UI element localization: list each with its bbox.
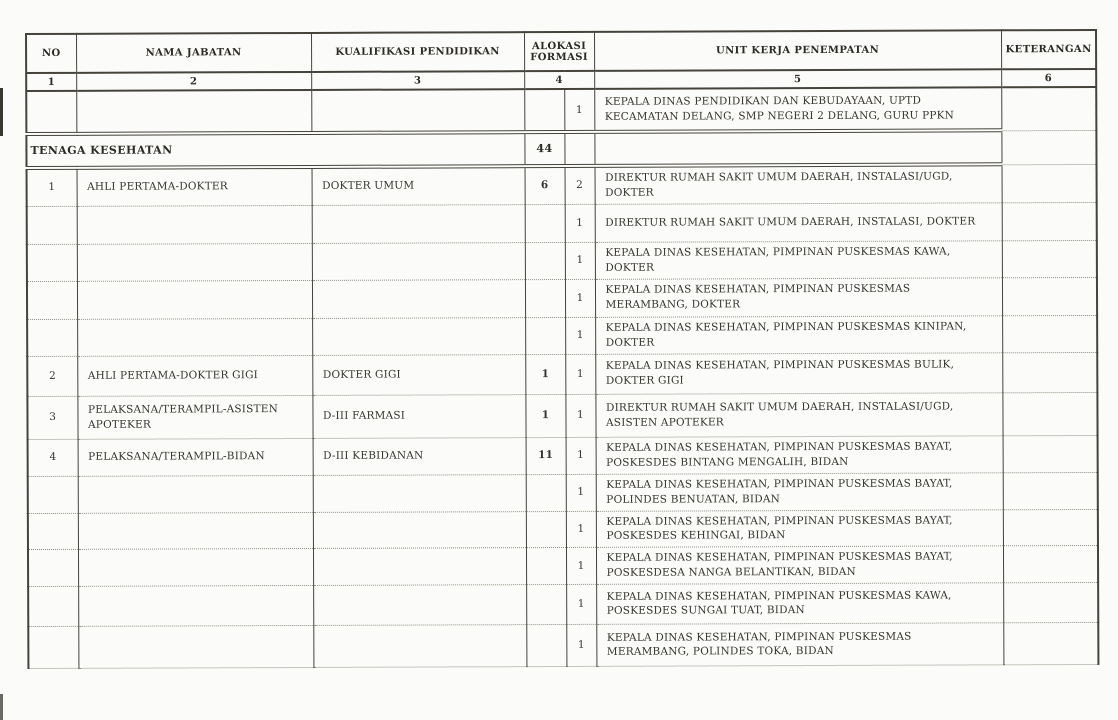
nama-jabatan-cell xyxy=(77,318,312,356)
kualifikasi-cell: DOKTER UMUM xyxy=(312,166,525,205)
section-total: 44 xyxy=(524,132,564,166)
nama-jabatan-cell xyxy=(78,585,313,626)
formation-count-cell: 1 xyxy=(566,624,596,666)
kualifikasi-cell xyxy=(313,548,526,586)
formation-total-cell: 11 xyxy=(526,437,566,474)
nama-jabatan-cell xyxy=(77,205,312,244)
formation-total-cell xyxy=(526,584,566,624)
row-number-cell xyxy=(28,549,78,586)
table-row xyxy=(28,509,1098,549)
formation-total-cell xyxy=(526,474,566,511)
kualifikasi-cell xyxy=(312,242,525,280)
row-number-cell xyxy=(26,91,76,134)
row-number-cell: 1 xyxy=(27,168,77,206)
formation-count xyxy=(564,132,594,166)
keterangan-cell xyxy=(1001,130,1096,164)
kualifikasi-cell: D-III KEBIDANAN xyxy=(313,437,526,475)
formation-total-cell xyxy=(526,624,566,666)
unit-kerja-cell: DIREKTUR RUMAH SAKIT UMUM DAERAH, INSTALASI/UGD, ASISTEN APOTEKER xyxy=(595,392,1002,437)
unit-kerja-cell: KEPALA DINAS KESEHATAN, PIMPINAN PUSKESMAS BULIK, DOKTER GIGI xyxy=(595,352,1002,394)
unit-kerja-cell: KEPALA DINAS KESEHATAN, PIMPINAN PUSKESMAS KAWA, POSKESDES SUNGAI TUAT, BIDAN xyxy=(596,583,1003,625)
header-alokasi-formasi: ALOKASI FORMASI xyxy=(524,32,594,71)
header-row xyxy=(26,30,1096,73)
header-kualifikasi-pendidikan: KUALIFIKASI PENDIDIKAN xyxy=(311,32,524,72)
keterangan-cell xyxy=(1002,240,1097,277)
table-row xyxy=(28,582,1098,626)
unit-kerja-cell: KEPALA DINAS KESEHATAN, PIMPINAN PUSKESMAS KAWA, DOKTER xyxy=(595,240,1002,279)
table-row xyxy=(27,392,1097,439)
document-page xyxy=(25,29,1097,669)
row-number-cell: 2 xyxy=(27,356,77,396)
row-number-cell: 3 xyxy=(27,396,77,439)
kualifikasi-cell: D-III FARMASI xyxy=(312,394,525,438)
unit-kerja-cell: KEPALA DINAS KESEHATAN, PIMPINAN PUSKESMAS MERAMBANG, DOKTER xyxy=(595,277,1002,317)
formation-total-cell: 6 xyxy=(525,166,565,204)
kualifikasi-cell xyxy=(312,279,525,318)
keterangan-cell xyxy=(1001,87,1096,130)
row-number-cell xyxy=(28,586,78,626)
formation-count-cell: 1 xyxy=(565,204,595,242)
unit-kerja-cell: KEPALA DINAS KESEHATAN, PIMPINAN PUSKESMAS BAYAT, POSKESDES KEHINGAI, BIDAN xyxy=(596,509,1003,547)
keterangan-cell xyxy=(1002,164,1097,202)
column-number: 1 xyxy=(26,73,76,91)
nama-jabatan-cell: AHLI PERTAMA-DOKTER GIGI xyxy=(77,355,312,396)
section-row xyxy=(26,130,1096,168)
header-nama-jabatan: NAMA JABATAN xyxy=(76,33,311,73)
formation-count-cell: 1 xyxy=(564,89,594,132)
formation-total-cell xyxy=(524,89,564,132)
keterangan-cell xyxy=(1002,392,1097,435)
column-number: 6 xyxy=(1001,69,1096,87)
formation-count-cell: 1 xyxy=(566,584,596,624)
formation-total-cell xyxy=(525,204,565,242)
unit-kerja-cell: KEPALA DINAS KESEHATAN, PIMPINAN PUSKESMAS MERAMBANG, POLINDES TOKA, BIDAN xyxy=(596,623,1003,667)
nama-jabatan-cell xyxy=(77,280,312,319)
header-no: NO xyxy=(26,34,76,73)
formation-total-cell xyxy=(525,317,565,354)
formation-table xyxy=(25,29,1099,669)
nama-jabatan-cell: PELAKSANA/TERAMPIL-BIDAN xyxy=(78,438,313,476)
keterangan-cell xyxy=(1003,622,1098,664)
nama-jabatan-cell xyxy=(78,475,313,513)
nama-jabatan-cell xyxy=(77,243,312,281)
nama-jabatan-cell xyxy=(78,548,313,586)
keterangan-cell xyxy=(1002,352,1097,392)
formation-total-cell xyxy=(525,242,565,279)
keterangan-cell xyxy=(1003,509,1098,546)
row-number-cell xyxy=(27,206,77,244)
table-row xyxy=(28,545,1098,586)
formation-count-cell: 2 xyxy=(565,166,595,204)
formation-count-cell: 1 xyxy=(566,437,596,474)
kualifikasi-cell xyxy=(312,204,525,243)
table-row xyxy=(27,240,1097,281)
table-row xyxy=(27,315,1097,356)
unit-kerja-cell: DIREKTUR RUMAH SAKIT UMUM DAERAH, INSTALASI, DOKTER xyxy=(595,202,1002,242)
column-number: 5 xyxy=(594,69,1001,89)
formation-count-cell: 1 xyxy=(566,547,596,584)
keterangan-cell xyxy=(1003,472,1098,509)
scan-artifact xyxy=(0,694,3,720)
nama-jabatan-cell xyxy=(78,512,313,549)
unit-kerja-cell: DIREKTUR RUMAH SAKIT UMUM DAERAH, INSTALASI/UGD, DOKTER xyxy=(595,164,1002,204)
row-number-cell: 4 xyxy=(28,439,78,476)
row-number-cell xyxy=(27,244,77,281)
keterangan-cell xyxy=(1003,545,1098,582)
unit-kerja-cell xyxy=(594,130,1001,166)
nama-jabatan-cell: PELAKSANA/TERAMPIL-ASISTEN APOTEKER xyxy=(77,395,312,439)
nama-jabatan-cell: AHLI PERTAMA-DOKTER xyxy=(77,167,312,206)
row-number-cell xyxy=(28,626,78,668)
formation-count-cell: 1 xyxy=(566,511,596,547)
kualifikasi-cell xyxy=(311,89,524,133)
kualifikasi-cell xyxy=(313,625,526,668)
row-number-cell xyxy=(27,319,77,356)
formation-count-cell: 1 xyxy=(565,242,595,279)
scan-artifact xyxy=(0,88,3,136)
column-number: 4 xyxy=(524,71,594,89)
keterangan-cell xyxy=(1003,582,1098,622)
nama-jabatan-cell xyxy=(76,90,311,134)
header-unit-kerja-penempatan: UNIT KERJA PENEMPATAN xyxy=(594,30,1001,71)
formation-count-cell: 1 xyxy=(565,394,595,437)
keterangan-cell xyxy=(1002,202,1097,240)
nama-jabatan-cell xyxy=(78,625,313,668)
unit-kerja-cell: KEPALA DINAS KESEHATAN, PIMPINAN PUSKESMAS BAYAT, POLINDES BENUATAN, BIDAN xyxy=(596,472,1003,511)
formation-total-cell xyxy=(525,279,565,317)
table-header xyxy=(26,30,1096,91)
table-row xyxy=(28,472,1098,513)
table-row xyxy=(27,277,1097,319)
keterangan-cell xyxy=(1003,435,1098,472)
kualifikasi-cell xyxy=(313,511,526,548)
table-row xyxy=(27,164,1097,206)
column-number: 2 xyxy=(76,72,311,91)
formation-count-cell: 1 xyxy=(565,317,595,354)
row-number-cell xyxy=(27,281,77,319)
kualifikasi-cell xyxy=(313,474,526,512)
formation-total-cell xyxy=(526,511,566,548)
unit-kerja-cell: KEPALA DINAS KESEHATAN, PIMPINAN PUSKESMAS BAYAT, POSKESDESA NANGA BELANTIKAN, BIDAN xyxy=(596,546,1003,585)
header-keterangan: KETERANGAN xyxy=(1001,30,1096,69)
unit-kerja-cell: KEPALA DINAS KESEHATAN, PIMPINAN PUSKESMAS KINIPAN, DOKTER xyxy=(595,315,1002,354)
unit-kerja-cell: KEPALA DINAS KESEHATAN, PIMPINAN PUSKESMAS BAYAT, POSKESDES BINTANG MENGALIH, BIDAN xyxy=(596,435,1003,474)
table-row xyxy=(28,435,1098,476)
table-body xyxy=(26,87,1098,668)
column-number: 3 xyxy=(311,71,524,90)
keterangan-cell xyxy=(1002,315,1097,352)
formation-count-cell: 1 xyxy=(565,279,595,317)
formation-total-cell: 1 xyxy=(525,394,565,437)
table-row xyxy=(27,202,1097,244)
table-row xyxy=(28,622,1098,668)
formation-count-cell: 1 xyxy=(566,474,596,511)
kualifikasi-cell: DOKTER GIGI xyxy=(312,354,525,395)
table-row xyxy=(26,87,1096,134)
formation-total-cell: 1 xyxy=(525,354,565,394)
row-number-cell xyxy=(28,513,78,550)
section-label: TENAGA KESEHATAN xyxy=(26,132,524,168)
kualifikasi-cell xyxy=(312,317,525,355)
unit-kerja-cell: KEPALA DINAS PENDIDIKAN DAN KEBUDAYAAN, UPTD KECAMATAN DELANG, SMP NEGERI 2 DELANG, GURU PPKN xyxy=(594,87,1001,132)
row-number-cell xyxy=(28,476,78,513)
formation-total-cell xyxy=(526,547,566,584)
formation-count-cell: 1 xyxy=(565,354,595,394)
kualifikasi-cell xyxy=(313,585,526,626)
keterangan-cell xyxy=(1002,277,1097,315)
table-row xyxy=(27,352,1097,396)
